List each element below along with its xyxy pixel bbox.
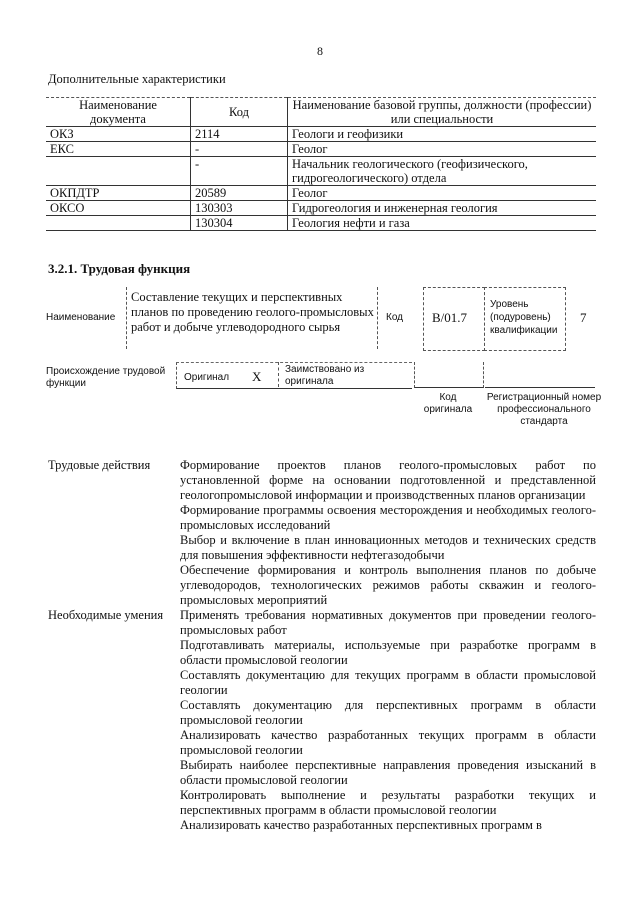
function-origin-label: Происхождение трудовой функции <box>46 366 166 389</box>
list-item: Обеспечение формирования и контроль выполнения планов по добыче углеводородов, технологических режимов работы скважин и геолого-промысловых мероприятий <box>180 563 596 607</box>
header-document-name: Наименование документа <box>46 98 191 127</box>
table-row <box>46 127 596 142</box>
required-skills-list <box>180 608 596 833</box>
table-row <box>46 186 596 201</box>
cell-code: 130304 <box>191 216 288 231</box>
cell-document <box>46 157 191 186</box>
table-row <box>46 201 596 216</box>
list-item: Формирование проектов планов геолого-промысловых работ по установленной форме на основании подготовленной и представленной геологопромысловой информации и производственных планов организации <box>180 458 596 502</box>
cell-name: Гидрогеология и инженерная геология <box>288 201 597 216</box>
list-item: Выбор и включение в план инновационных методов и технических средств для повышения эффективности нефтегазодобычи <box>180 533 596 562</box>
required-skills-label: Необходимые умения <box>48 608 164 622</box>
cell-document <box>46 216 191 231</box>
code-original-box <box>414 362 484 388</box>
list-item: Анализировать качество разработанных текущих программ в области промысловой геологии <box>180 728 596 757</box>
cell-document: ОКСО <box>46 201 191 216</box>
cell-code: 2114 <box>191 127 288 142</box>
required-skills-row <box>48 608 596 833</box>
function-code-label: Код <box>386 312 404 323</box>
cell-name: Начальник геологического (геофизического, гидрогеологического) отдела <box>288 157 597 186</box>
function-name-label: Наименование <box>46 312 116 323</box>
qualification-level-label: Уровень (подуровень) квалификации <box>490 299 558 336</box>
list-item: Составлять документацию для текущих программ в области промысловой геологии <box>180 668 596 697</box>
cell-name: Геология нефти и газа <box>288 216 597 231</box>
cell-name: Геологи и геофизики <box>288 127 597 142</box>
original-label: Оригинал <box>184 372 230 383</box>
table-row <box>46 157 596 186</box>
list-item: Выбирать наиболее перспективные направления проведения изысканий в области промысловой геологии <box>180 758 596 787</box>
table-header-row <box>46 98 596 127</box>
registration-number-box <box>485 362 595 388</box>
characteristics-table <box>46 97 596 231</box>
code-original-caption: Код оригинала <box>423 392 473 415</box>
original-mark: X <box>252 369 262 384</box>
registration-number-caption: Регистрационный номер профессионального стандарта <box>486 392 602 427</box>
cell-document: ЕКС <box>46 142 191 157</box>
list-item: Контролировать выполнение и результаты разработки текущих и перспективных программ в области промысловой геологии <box>180 788 596 817</box>
section-heading: 3.2.1. Трудовая функция <box>48 261 191 276</box>
function-name-text: Составление текущих и перспективных планов по проведению геолого-промысловых работ и добыче углеводородного сырья <box>131 290 374 334</box>
cell-document: ОКЗ <box>46 127 191 142</box>
function-content <box>48 458 596 833</box>
cell-document: ОКПДТР <box>46 186 191 201</box>
table-row <box>46 216 596 231</box>
cell-name: Геолог <box>288 186 597 201</box>
function-code-value: В/01.7 <box>432 310 468 325</box>
cell-code: - <box>191 157 288 186</box>
qualification-level-value: 7 <box>580 310 587 325</box>
list-item: Формирование программы освоения месторождения и необходимых геолого-промысловых исследований <box>180 503 596 532</box>
borrowed-label: Заимствовано из оригинала <box>285 364 365 387</box>
additional-characteristics-title: Дополнительные характеристики <box>48 72 226 86</box>
labor-actions-list <box>180 458 596 608</box>
list-item: Подготавливать материалы, используемые при разработке программ в области промысловой геологии <box>180 638 596 667</box>
table-row <box>46 142 596 157</box>
origin-divider <box>278 362 280 387</box>
list-item: Применять требования нормативных документов при проведении геолого-промысловых работ <box>180 608 596 637</box>
list-item: Составлять документацию для перспективных программ в области промысловой геологии <box>180 698 596 727</box>
header-group-name: Наименование базовой группы, должности (профессии) или специальности <box>288 98 597 127</box>
cell-code: 130303 <box>191 201 288 216</box>
cell-code: 20589 <box>191 186 288 201</box>
list-item: Анализировать качество разработанных перспективных программ в <box>180 818 542 832</box>
cell-name: Геолог <box>288 142 597 157</box>
page-number: 8 <box>317 44 323 58</box>
cell-code: - <box>191 142 288 157</box>
labor-actions-row <box>48 458 596 608</box>
header-code: Код <box>191 98 288 127</box>
labor-actions-label: Трудовые действия <box>48 458 151 472</box>
